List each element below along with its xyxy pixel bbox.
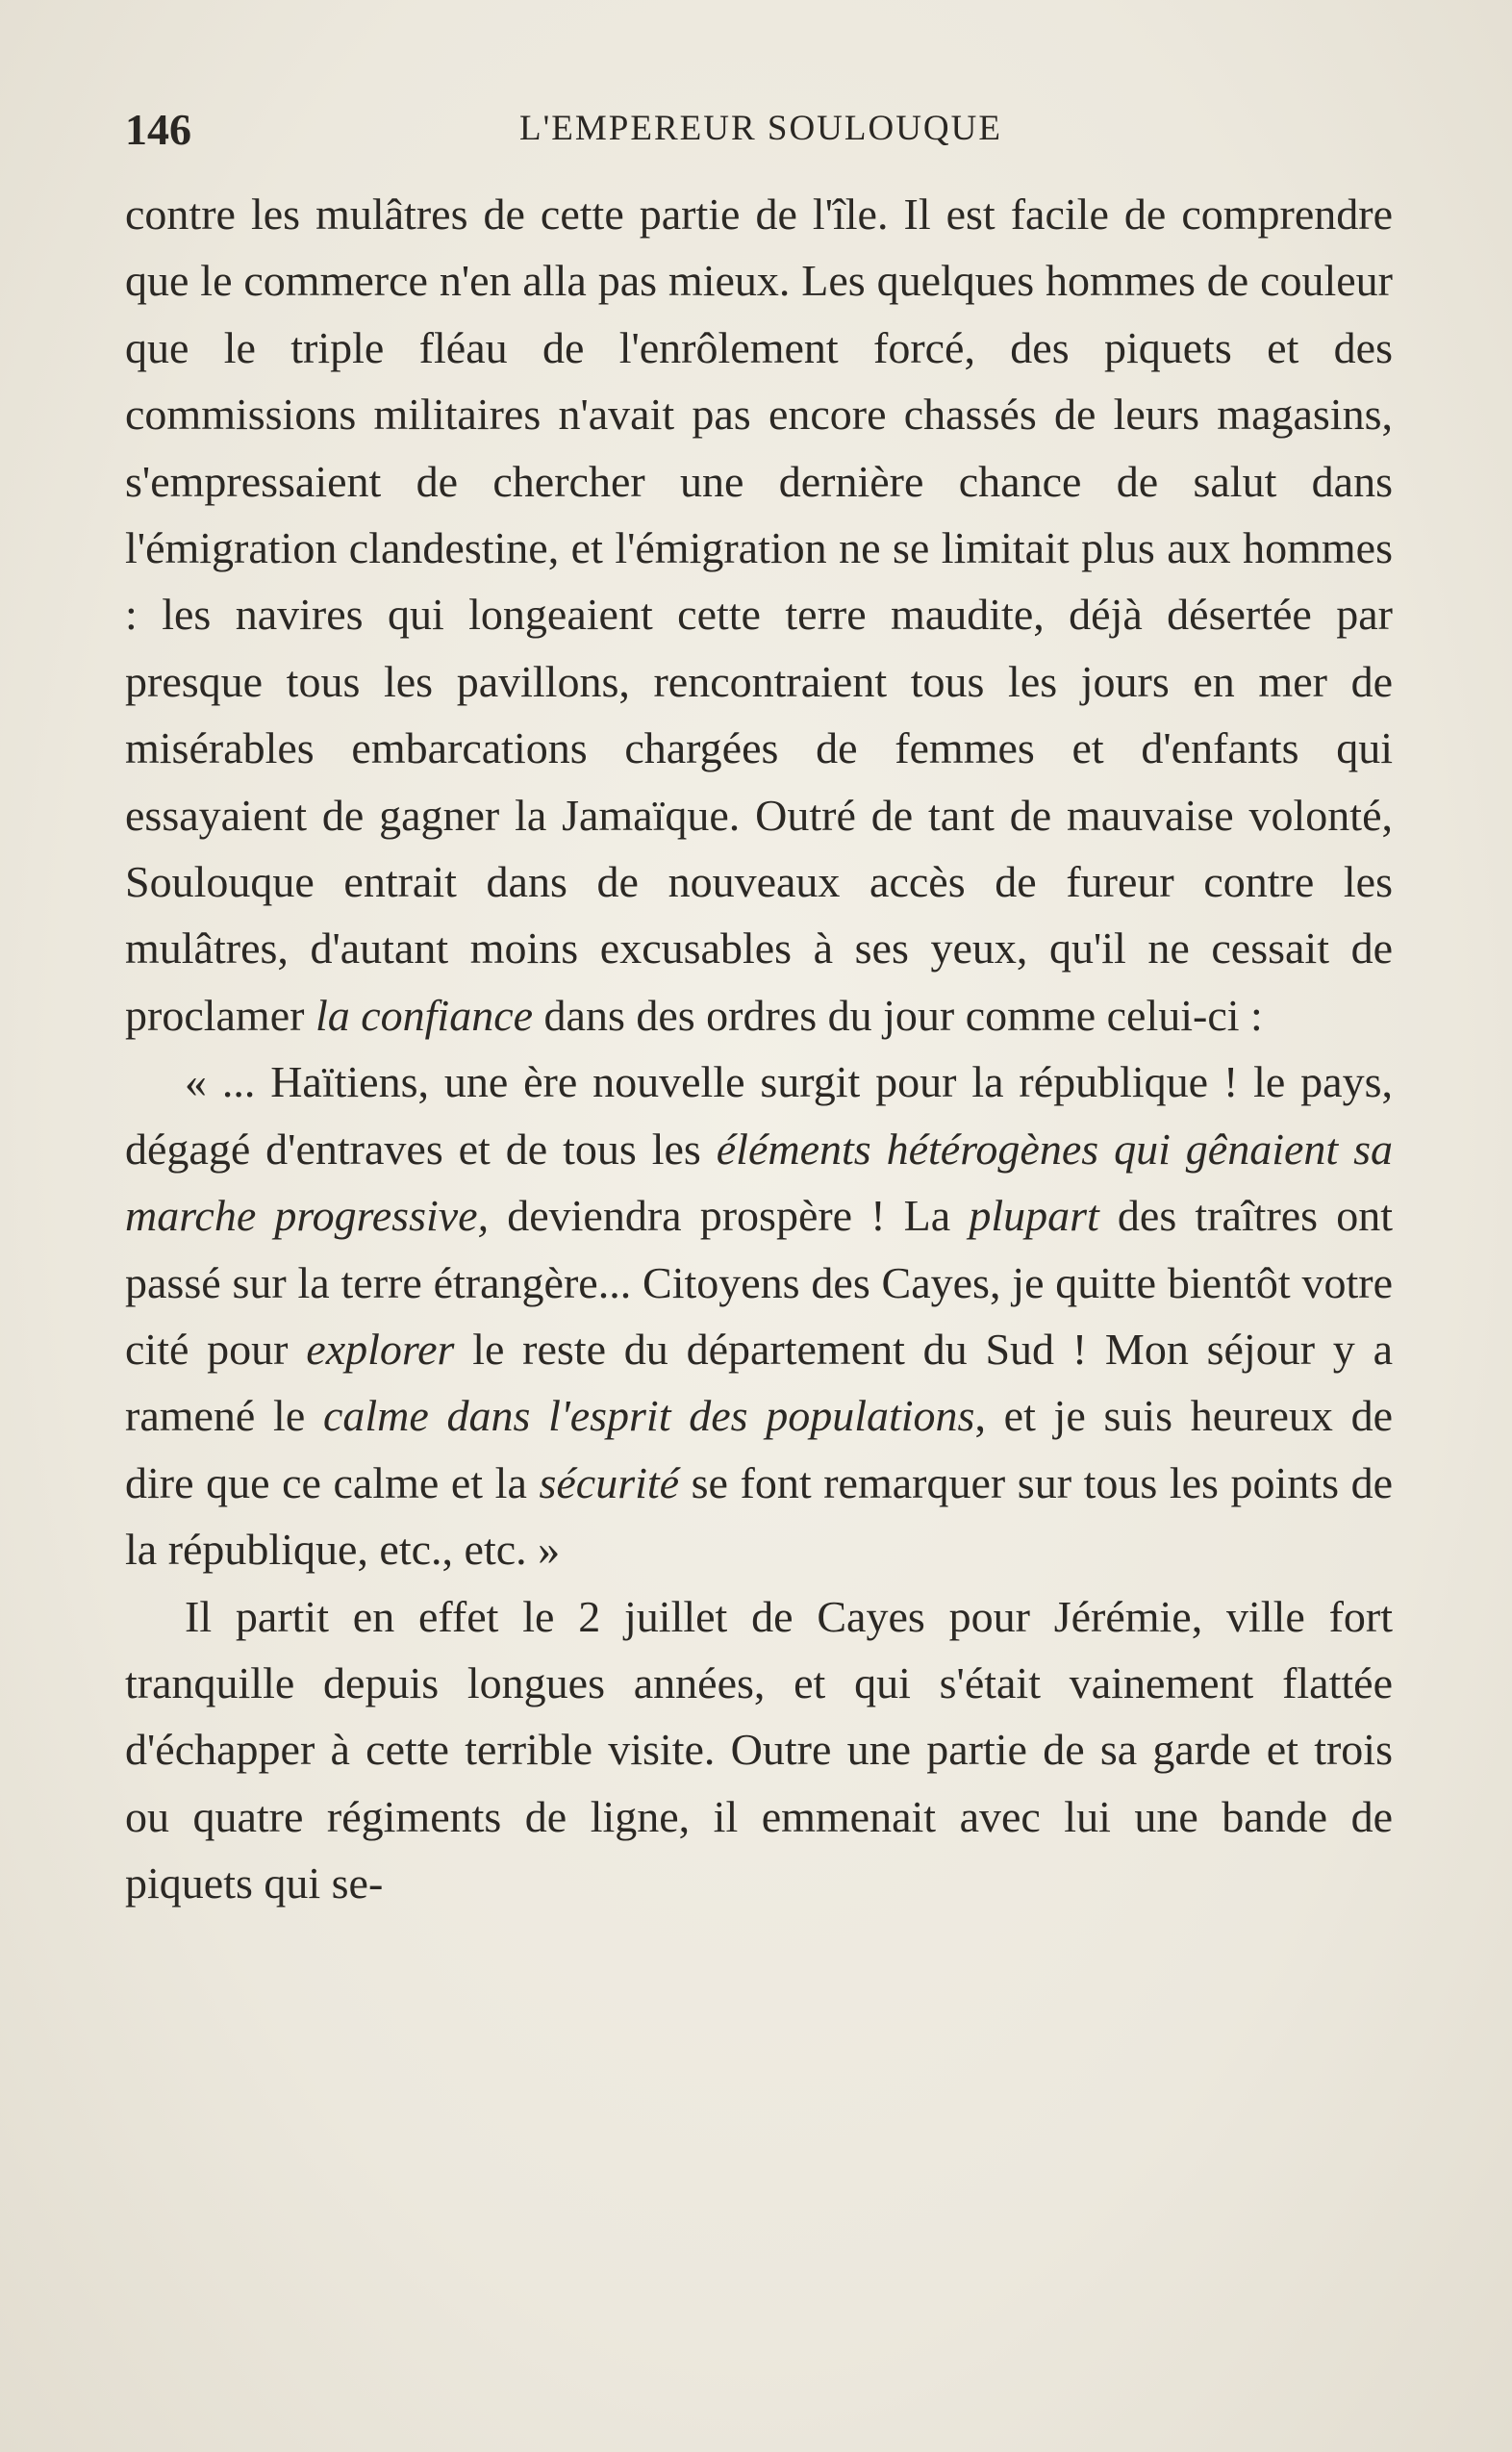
text-segment: « ... Haïtiens, une ère nouvelle surgit pour la république ! le pays, dégagé d'entraves et de tous les (125, 1057, 1393, 1174)
text-segment: contre les mulâtres de cette partie de l'île. Il est facile de comprendre que le commerce n'en alla pas mieux. Les quelques hommes de couleur que le triple fléau de l'enrôlement forcé, des piquets et des commissions militaires n'avait pas encore chassés de leurs magasins, s'empressaient de chercher une dernière chance de salut dans l'émigration clandestine, et l'émigration ne se limitait plus aux hommes : les navires qui longeaient cette terre maudite, déjà désertée par presque tous les pavillons, rencontraient tous les jours en mer de misérables embarcations chargées de femmes et d'enfants qui essayaient de gagner la Jamaïque. Outré de tant de mauvaise volonté, Soulouque entrait dans de nouveaux accès de fureur contre les mulâtres, d'autant moins excusables à ses yeux, qu'il ne cessait de proclamer (125, 190, 1393, 1040)
paragraph-2-quotation (125, 1049, 1393, 1582)
text-segment: dans des ordres du jour comme celui-ci : (533, 990, 1263, 1040)
italic-segment: explorer (306, 1324, 455, 1374)
italic-segment: plupart (969, 1191, 1099, 1241)
paragraph-3 (125, 1583, 1393, 1917)
italic-segment: sécurité (539, 1457, 680, 1507)
text-segment: Il partit en effet le 2 juillet de Cayes pour Jérémie, ville fort tranquille depuis longues années, et qui s'était vainement flattée d'échapper à cette terrible visite. Outre une partie de sa garde et trois ou quatre régiments de ligne, il emmenait avec lui une bande de piquets qui se- (125, 1591, 1393, 1909)
body-text (125, 181, 1393, 1917)
text-segment: se font remarquer sur tous les points de la république, etc., etc. » (125, 1457, 1393, 1575)
text-segment: le reste du département du Sud ! Mon séjour y a ramené le (125, 1324, 1393, 1441)
italic-segment: la confiance (315, 990, 534, 1040)
italic-segment: calme dans l'esprit des populations (322, 1391, 975, 1441)
text-segment: , et je suis heureux de dire que ce calme et la (125, 1391, 1394, 1507)
text-segment: des traîtres ont passé sur la terre étrangère... Citoyens des Cayes, je quitte bientôt votre cité pour (125, 1191, 1393, 1374)
page-number: 146 (125, 105, 191, 154)
text-segment: deviendra prospère ! La (489, 1191, 970, 1241)
running-head: L'EMPEREUR SOULOUQUE (519, 109, 1002, 148)
italic-segment: éléments hétérogènes qui gênaient sa marche progressive, (125, 1124, 1394, 1241)
paragraph-1 (125, 181, 1393, 1049)
page-header (125, 104, 1404, 171)
